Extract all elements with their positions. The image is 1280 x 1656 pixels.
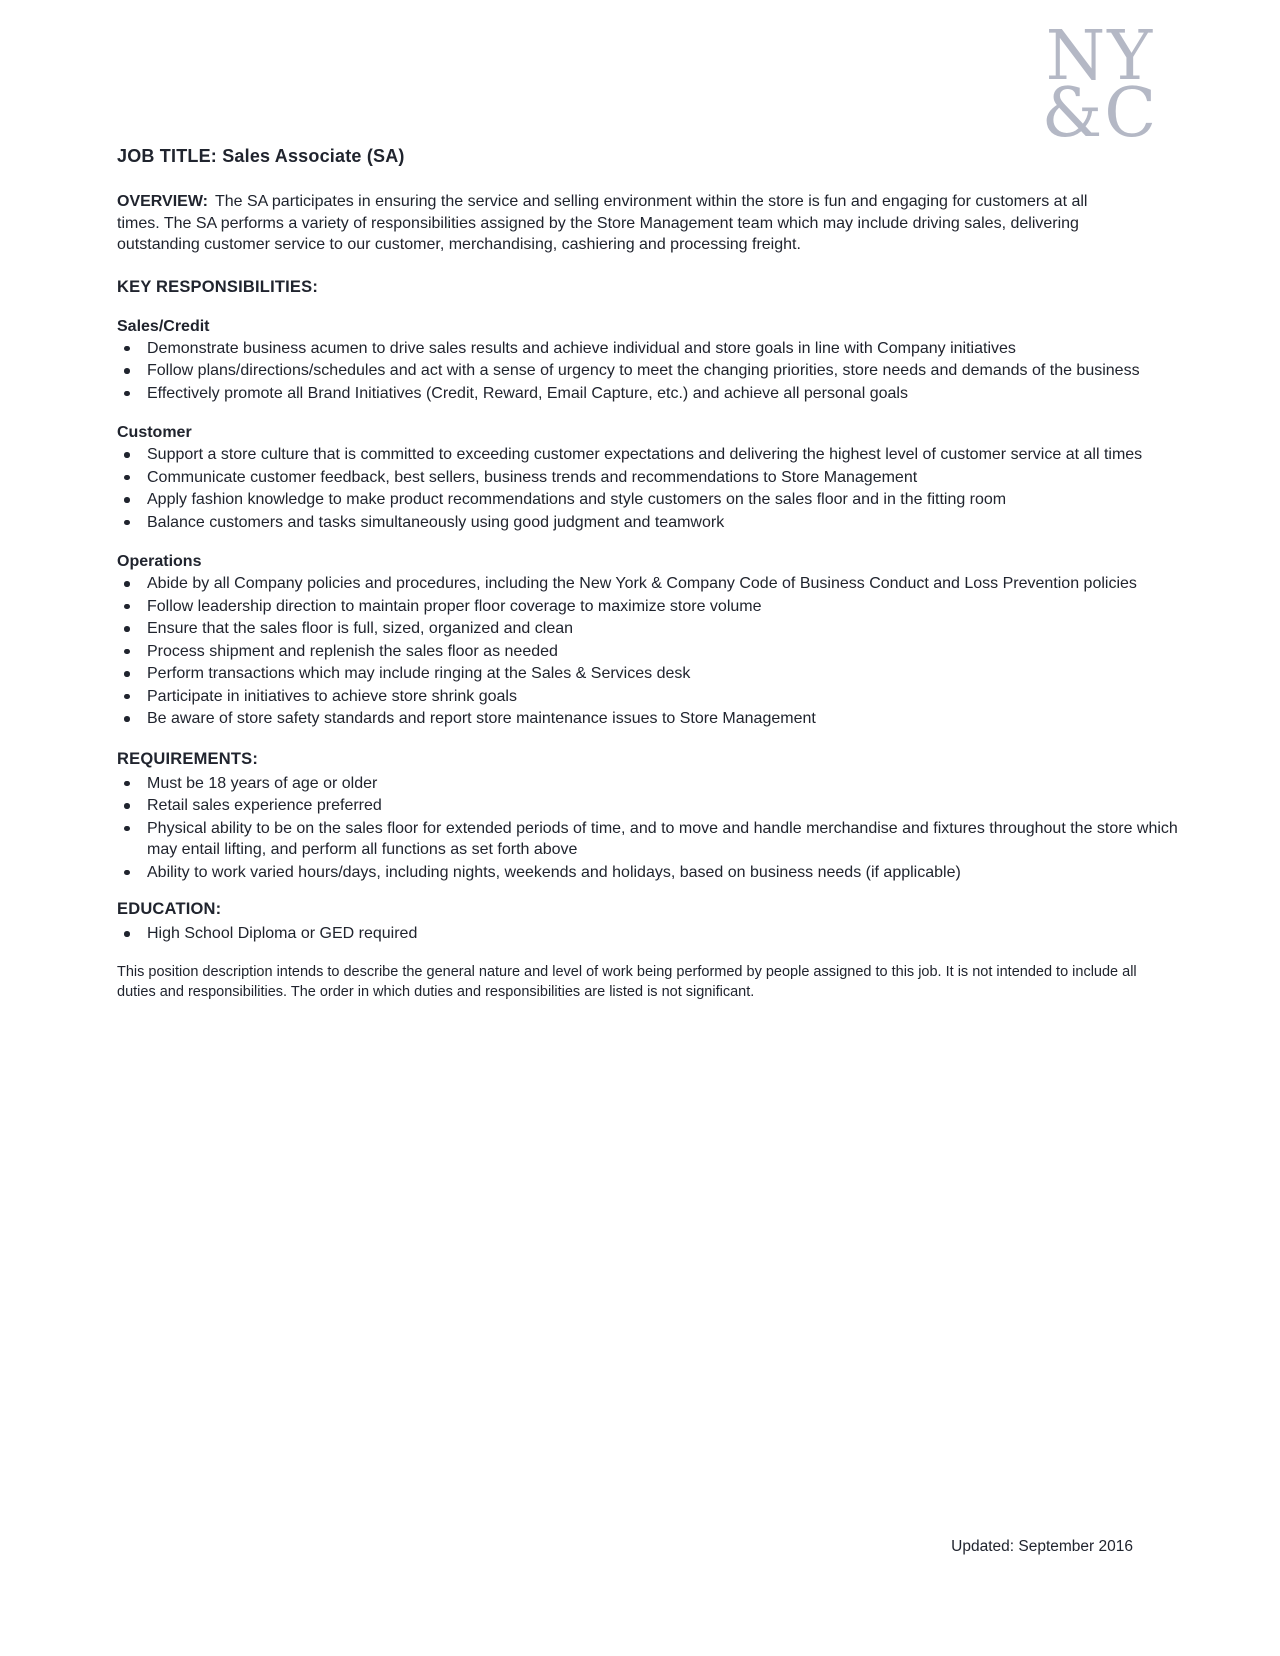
bullet-item: Apply fashion knowledge to make product recommendations and style customers on the sales floor and in the fitting room [117, 489, 1185, 511]
bullet-item: Process shipment and replenish the sales floor as needed [117, 641, 1185, 663]
bullet-item: Demonstrate business acumen to drive sales results and achieve individual and store goals in line with Company initiatives [117, 338, 1185, 360]
overview-paragraph [117, 191, 1109, 256]
operations-bullet-list [117, 573, 1185, 730]
bullet-item: Perform transactions which may include ringing at the Sales & Services desk [117, 663, 1185, 685]
bullet-item: Communicate customer feedback, best sellers, business trends and recommendations to Store Management [117, 467, 1185, 489]
bullet-item: Be aware of store safety standards and report store maintenance issues to Store Management [117, 708, 1185, 730]
bullet-item: Follow leadership direction to maintain proper floor coverage to maximize store volume [117, 596, 1185, 618]
subheading-operations: Operations [117, 553, 202, 570]
bullet-item: Retail sales experience preferred [117, 795, 1185, 817]
sales-credit-bullet-list [117, 338, 1185, 405]
bullet-item: Balance customers and tasks simultaneously using good judgment and teamwork [117, 512, 1185, 534]
bullet-item: Follow plans/directions/schedules and act with a sense of urgency to meet the changing priorities, store needs and demands of the business [117, 360, 1185, 382]
requirements-heading: REQUIREMENTS: [117, 749, 259, 768]
disclaimer-paragraph: This position description intends to describe the general nature and level of work being performed by people assigned to this job. It is not intended to include all duties and responsibilities. The order in which duties and responsibilities are listed is not significant. [117, 963, 1137, 1000]
requirements-bullet-list [117, 773, 1185, 884]
nyc-logo [1030, 17, 1170, 153]
bullet-item: Abide by all Company policies and procedures, including the New York & Company Code of Business Conduct and Loss Prevention policies [117, 573, 1185, 595]
customer-bullet-list [117, 444, 1185, 533]
bullet-item: High School Diploma or GED required [117, 923, 1185, 945]
bullet-item: Support a store culture that is committed to exceeding customer expectations and delivering the highest level of customer service at all times [117, 444, 1185, 466]
logo-text-amp-c: &C [1041, 74, 1159, 153]
overview-text: The SA participates in ensuring the service and selling environment within the store is fun and engaging for customers at all times. The SA performs a variety of responsibilities assigned by the Store Management team which may include driving sales, delivering outstanding customer service to our customer, merchandising, cashiering and processing freight. [117, 193, 1088, 253]
bullet-item: Must be 18 years of age or older [117, 773, 1185, 795]
bullet-item: Ensure that the sales floor is full, sized, organized and clean [117, 618, 1185, 640]
education-bullet-list [117, 923, 1185, 945]
updated-date: Updated: September 2016 [951, 1538, 1133, 1555]
key-responsibilities-heading: KEY RESPONSIBILITIES: [117, 277, 319, 296]
overview-label: OVERVIEW: [117, 193, 208, 210]
section-sales-credit [117, 318, 1185, 405]
bullet-item: Effectively promote all Brand Initiatives (Credit, Reward, Email Capture, etc.) and achieve all personal goals [117, 383, 1185, 405]
subheading-customer: Customer [117, 424, 192, 441]
bullet-item: Ability to work varied hours/days, including nights, weekends and holidays, based on business needs (if applicable) [117, 862, 1185, 884]
bullet-item: Physical ability to be on the sales floor for extended periods of time, and to move and handle merchandise and fixtures throughout the store which may entail lifting, and perform all functions as set forth above [117, 818, 1185, 861]
section-customer [117, 424, 1185, 533]
section-operations [117, 553, 1185, 730]
education-heading: EDUCATION: [117, 900, 222, 918]
bullet-item: Participate in initiatives to achieve store shrink goals [117, 686, 1185, 708]
subheading-sales-credit: Sales/Credit [117, 317, 210, 335]
logo-text-ny: NY [1045, 17, 1155, 96]
job-title: JOB TITLE: Sales Associate (SA) [117, 146, 405, 166]
